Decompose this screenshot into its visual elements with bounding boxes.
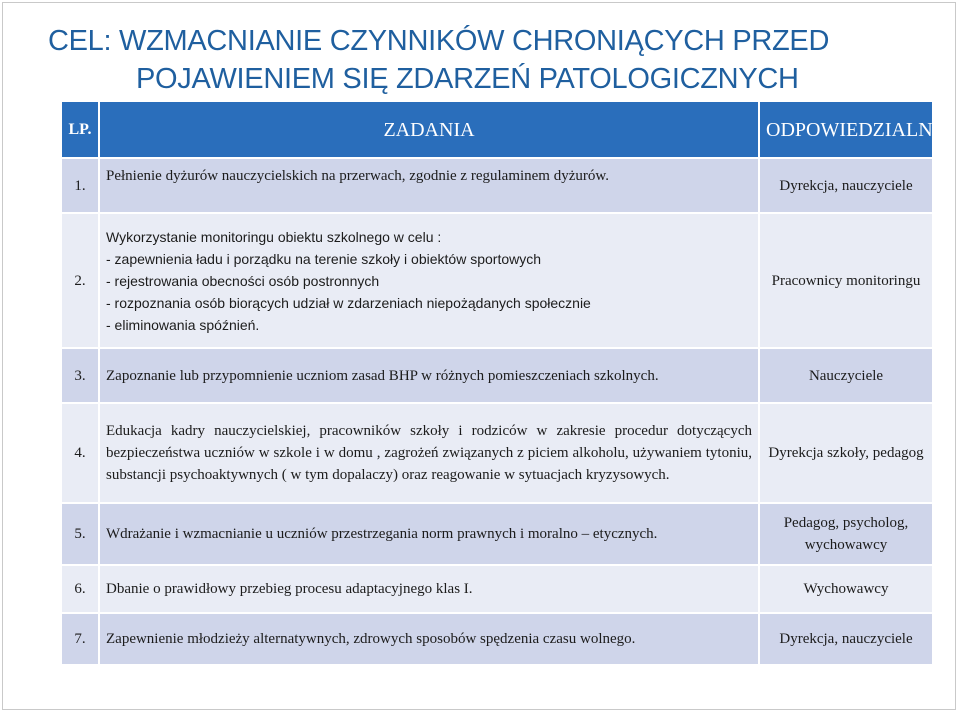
table-row [61,158,933,213]
task-cell: Dbanie o prawidłowy przebieg procesu adaptacyjnego klas I. [99,565,759,613]
table-row [61,565,933,613]
slide-title [48,22,928,98]
responsible-cell: Pracownicy monitoringu [759,213,933,348]
task-cell: Edukacja kadry nauczycielskiej, pracowników szkoły i rodziców w zakresie procedur dotyczących bezpieczeństwa uczniów w szkole i w domu , zagrożeń związanych z piciem alkoholu, używaniem tytoniu, substancji psychoaktywnych ( w tym dopalaczy) oraz reagowanie w sytuacjach kryzysowych. [99,403,759,503]
task-cell: Zapewnienie młodzieży alternatywnych, zdrowych sposobów spędzenia czasu wolnego. [99,613,759,665]
responsible-cell: Nauczyciele [759,348,933,403]
responsible-cell: Pedagog, psycholog, wychowawcy [759,503,933,565]
tasks-table [60,100,940,666]
row-number: 1. [61,158,99,213]
row-number: 7. [61,613,99,665]
row-number: 5. [61,503,99,565]
table-row [61,213,933,348]
responsible-cell: Dyrekcja, nauczyciele [759,613,933,665]
table-row [61,503,933,565]
header-responsible: ODPOWIEDZIALNI [759,101,933,158]
task-cell [99,213,759,348]
task-line: - rozpoznania osób biorących udział w zdarzeniach niepożądanych społecznie [106,294,591,311]
task-cell: Wdrażanie i wzmacnianie u uczniów przestrzegania norm prawnych i moralno – etycznych. [99,503,759,565]
row-number: 6. [61,565,99,613]
table-row [61,348,933,403]
row-number: 2. [61,213,99,348]
task-cell: Pełnienie dyżurów nauczycielskich na przerwach, zgodnie z regulaminem dyżurów. [99,158,759,213]
table-row [61,403,933,503]
table-header-row [61,101,933,158]
task-line: - eliminowania spóźnień. [106,316,260,333]
responsible-cell: Dyrekcja szkoły, pedagog [759,403,933,503]
title-line-2: POJAWIENIEM SIĘ ZDARZEŃ PATOLOGICZNYCH [136,63,799,95]
title-line-1: CEL: WZMACNIANIE CZYNNIKÓW CHRONIĄCYCH PRZED [48,25,830,57]
task-line: Wykorzystanie monitoringu obiektu szkolnego w celu : [106,228,442,245]
task-line: - zapewnienia ładu i porządku na terenie szkoły i obiektów sportowych [106,250,542,267]
row-number: 4. [61,403,99,503]
header-tasks: ZADANIA [99,101,759,158]
task-cell: Zapoznanie lub przypomnienie uczniom zasad BHP w różnych pomieszczeniach szkolnych. [99,348,759,403]
header-lp: LP. [61,101,99,158]
responsible-cell: Wychowawcy [759,565,933,613]
task-line: - rejestrowania obecności osób postronnych [106,272,380,289]
table-row [61,613,933,665]
row-number: 3. [61,348,99,403]
responsible-cell: Dyrekcja, nauczyciele [759,158,933,213]
